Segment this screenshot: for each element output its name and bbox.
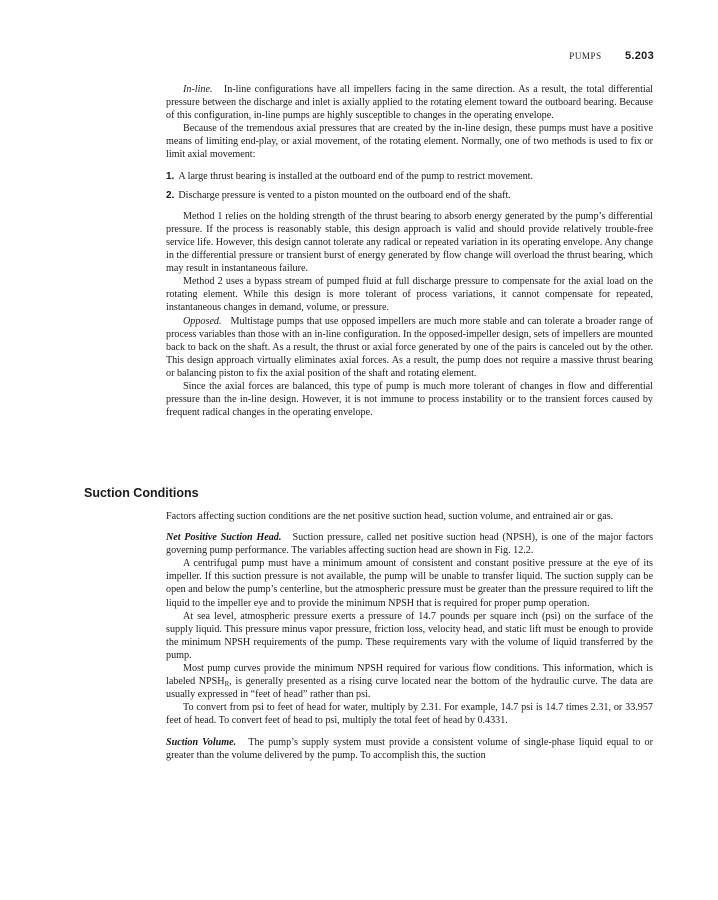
page-number: 5.203 [624, 50, 654, 62]
method-list [166, 170, 653, 202]
paragraph: Method 2 uses a bypass stream of pumped fluid at full discharge pressure to compensate for the axial load on the rotating element. While this design is more tolerant of process variations, it cannot compensate for repeated, instantaneous changes in demand, volume, or pressure. [166, 276, 653, 314]
run-in-heading: Suction Volume. [166, 736, 237, 748]
run-in-heading: In-line. [183, 84, 213, 95]
paragraph: Since the axial forces are balanced, this type of pump is much more tolerant of changes in flow and differential pressure than the in-line design. However, it is not immune to process instability or to the transient forces caused by frequent radical changes in the operating envelope. [166, 380, 653, 419]
paragraph: Factors affecting suction conditions are the net positive suction head, suction volume, and entrained air or gas. [166, 511, 614, 522]
upper-text-block [166, 83, 653, 419]
paragraph: Net Positive Suction Head. Suction pressure, called net positive suction head (NPSH), is one of the major factors governing pump performance. The variables affecting suction head are shown in Fig. 12.2. [166, 532, 654, 557]
paragraph: Opposed. Multistage pumps that use opposed impellers are much more stable and can tolerate a broader range of process variables than those with an in-line configuration. In the opposed-impeller design, sets of impellers are mounted back to back on the shaft. As a result, the thrust or axial force generated by one of the pairs is canceled out by the other. This design approach virtually eliminates axial forces. As a result, the pump does not require a massive thrust bearing or balancing piston to fix the axial position of the shaft and rotating element. [166, 315, 654, 379]
section-heading: Suction Conditions [84, 486, 199, 500]
paragraph: A centrifugal pump must have a minimum amount of consistent and constant positive pressure at the eye of its impeller. If this suction pressure is not available, the pump will be unable to transfer liquid. The suction supply can be open and below the pump’s centerline, but the atmospheric pressure must be greater than the pressure required to lift the liquid to the impeller eye and to provide the minimum NPSH that is required for proper pump operation. [166, 558, 653, 609]
paragraph: In-line. In-line configurations have all impellers facing in the same direction. As a result, the total differential pressure between the discharge and inlet is axially applied to the rotating element toward the outboard bearing. Because of this configuration, in-line pumps are highly susceptible to changes in the operating envelope. [166, 84, 653, 122]
list-item: 2. Discharge pressure is vented to a piston mounted on the outboard end of the shaft. [166, 189, 511, 201]
paragraph: Most pump curves provide the minimum NPSH required for various flow conditions. This information, which is labeled $NPSH_R$, is generally presented as a rising curve located near the bottom of the hydraulic curve. The data are usually expressed in “feet of head” rather than psi. [166, 663, 653, 701]
paragraph: Suction Volume. The pump’s supply system must provide a consistent volume of single-phase liquid equal to or greater than the volume delivered by the pump. To accomplish this, the suction [166, 736, 653, 761]
lower-text-block [166, 510, 653, 762]
paragraph: To convert from psi to feet of head for water, multiply by 2.31. For example, 14.7 psi is 14.7 times 2.31, or 33.957 feet of head. To convert feet of head to psi, multiply the total feet of head by 0.4331. [166, 702, 653, 727]
run-in-heading: Net Positive Suction Head. [166, 532, 282, 544]
list-item: 1. A large thrust bearing is installed at the outboard end of the pump to restrict movement. [166, 170, 534, 182]
run-in-heading: Opposed. [183, 315, 222, 327]
running-header [569, 50, 654, 62]
paragraph: At sea level, atmospheric pressure exerts a pressure of 14.7 pounds per square inch (psi) on the surface of the supply liquid. This pressure minus vapor pressure, friction loss, velocity head, and static lift must be enough to provide the minimum NPSH requirements of the pump. These requirements vary with the volume of liquid transferred by the pump. [166, 610, 653, 661]
running-head-section: PUMPS [569, 51, 602, 61]
paragraph: Because of the tremendous axial pressures that are created by the in-line design, these pumps must have a positive means of limiting end-play, or axial movement, of the rotating element. Normally, one of two methods is used to fix or limit axial movement: [166, 123, 653, 161]
paragraph: Method 1 relies on the holding strength of the thrust bearing to absorb energy generated by the pump’s differential pressure. If the process is reasonably stable, this design approach is valid and should provide relatively trouble-free service life. However, this design cannot tolerate any radical or repeated variation in its operating envelope. Any change in the differential pressure or transient burst of energy generated by flow change will overload the thrust bearing, which may result in instantaneous failure. [166, 210, 653, 275]
